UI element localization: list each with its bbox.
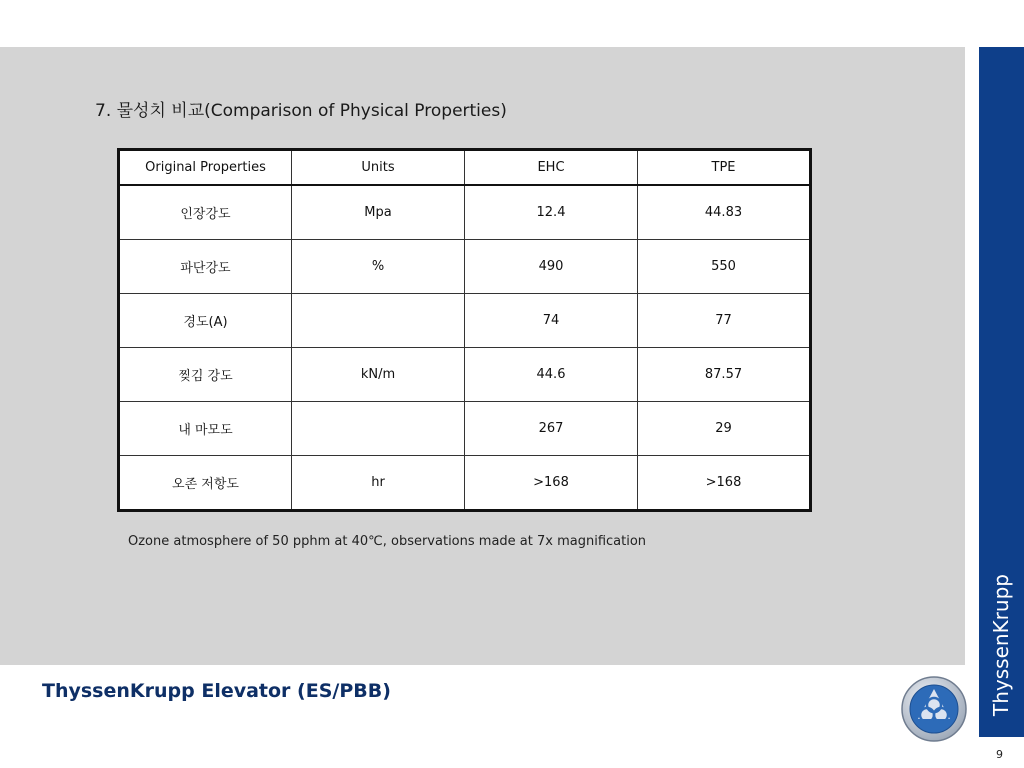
table-row <box>119 240 811 294</box>
tpe-cell: >168 <box>638 456 811 511</box>
tpe-cell: 87.57 <box>638 348 811 402</box>
property-cell: 찢김 강도 <box>119 348 292 402</box>
properties-table <box>117 148 812 512</box>
tpe-cell: 29 <box>638 402 811 456</box>
tpe-cell: 550 <box>638 240 811 294</box>
page-number: 9 <box>996 748 1003 761</box>
ehc-cell: 490 <box>465 240 638 294</box>
tpe-cell: 44.83 <box>638 185 811 240</box>
ehc-cell: >168 <box>465 456 638 511</box>
brand-wordmark: ThyssenKrupp <box>989 574 1013 716</box>
unit-cell <box>292 402 465 456</box>
property-cell: 경도(A) <box>119 294 292 348</box>
header-tpe: TPE <box>638 150 811 186</box>
thyssenkrupp-logo-icon <box>900 675 968 743</box>
unit-cell: Mpa <box>292 185 465 240</box>
ehc-cell: 44.6 <box>465 348 638 402</box>
tpe-cell: 77 <box>638 294 811 348</box>
ehc-cell: 74 <box>465 294 638 348</box>
table-header-row <box>119 150 811 186</box>
header-original-properties: Original Properties <box>119 150 292 186</box>
table-row <box>119 402 811 456</box>
footer-title: ThyssenKrupp Elevator (ES/PBB) <box>42 680 391 702</box>
ehc-cell: 12.4 <box>465 185 638 240</box>
table-row <box>119 185 811 240</box>
unit-cell: hr <box>292 456 465 511</box>
property-cell: 인장강도 <box>119 185 292 240</box>
property-cell: 내 마모도 <box>119 402 292 456</box>
footnote: Ozone atmosphere of 50 pphm at 40℃, observations made at 7x magnification <box>128 534 647 549</box>
table-row <box>119 348 811 402</box>
property-cell: 오존 저항도 <box>119 456 292 511</box>
unit-cell: kN/m <box>292 348 465 402</box>
property-cell: 파단강도 <box>119 240 292 294</box>
unit-cell <box>292 294 465 348</box>
table-row <box>119 294 811 348</box>
section-title: 7. 물성치 비교(Comparison of Physical Properties) <box>95 101 507 121</box>
table-row <box>119 456 811 511</box>
header-units: Units <box>292 150 465 186</box>
unit-cell: % <box>292 240 465 294</box>
header-ehc: EHC <box>465 150 638 186</box>
ehc-cell: 267 <box>465 402 638 456</box>
